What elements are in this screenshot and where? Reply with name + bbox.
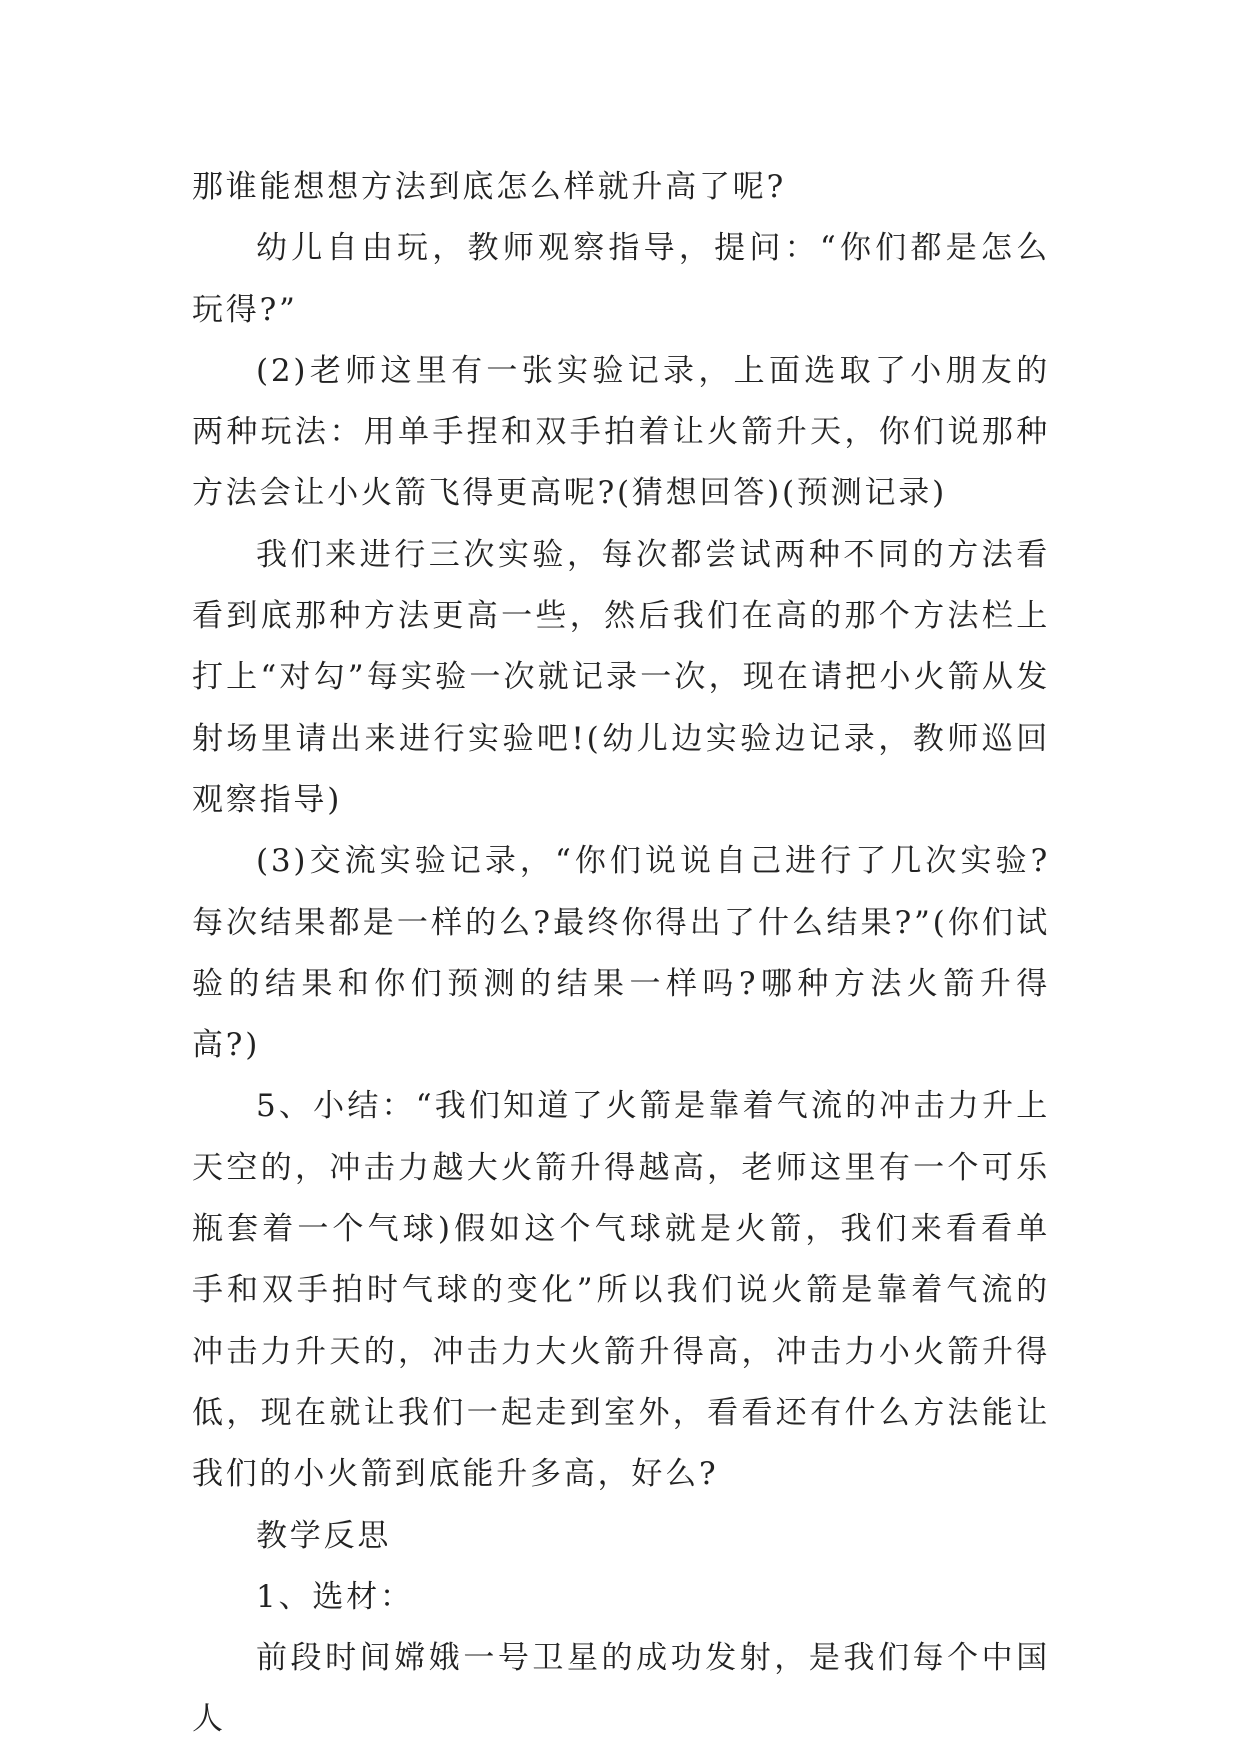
subsection-heading: 1、选材： [256, 1578, 414, 1615]
paragraph: 那谁能想想方法到底怎么样就升高了呢? [192, 169, 787, 205]
paragraph: 幼儿自由玩，教师观察指导，提问：“你们都是怎么玩得?” [192, 230, 1050, 328]
section-heading: 教学反思 [256, 1517, 392, 1554]
paragraph: 我们来进行三次实验，每次都尝试两种不同的方法看看到底那种方法更高一些，然后我们在高的那个方法栏上打上“对勾”每实验一次就记录一次，现在请把小火箭从发射场里请出来进行实验吧!(幼儿边实验边记录，教师巡回观察指导) [192, 536, 1050, 818]
paragraph: (3)交流实验记录，“你们说说自己进行了几次实验?每次结果都是一样的么?最终你得出了什么结果?”(你们试验的结果和你们预测的结果一样吗?哪种方法火箭升得高?) [192, 843, 1050, 1064]
document-body [192, 157, 1050, 1751]
paragraph: 前段时间嫦娥一号卫星的成功发射，是我们每个中国人 [192, 1640, 1050, 1738]
paragraph: (2)老师这里有一张实验记录，上面选取了小朋友的两种玩法：用单手捏和双手拍着让火箭升天，你们说那种方法会让小火箭飞得更高呢?(猜想回答)(预测记录) [192, 352, 1050, 512]
paragraph: 5、小结：“我们知道了火箭是靠着气流的冲击力升上天空的，冲击力越大火箭升得越高，老师这里有一个可乐瓶套着一个气球)假如这个气球就是火箭，我们来看看单手和双手拍时气球的变化”所以我们说火箭是靠着气流的冲击力升天的，冲击力大火箭升得高，冲击力小火箭升得低，现在就让我们一起走到室外，看看还有什么方法能让我们的小火箭到底能升多高，好么? [192, 1088, 1050, 1493]
